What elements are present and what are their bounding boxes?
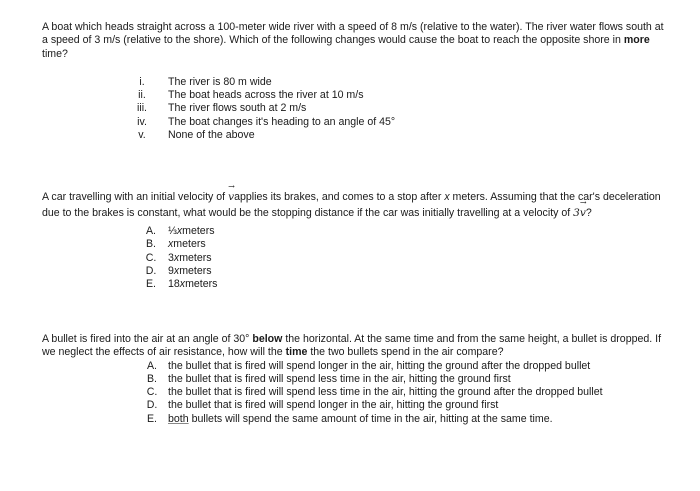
question-2 [42, 190, 672, 291]
option-c: C. the bullet that is fired will spend less time in the air, hitting the ground after the dropped bullet [146, 386, 603, 399]
question-1-stem: A boat which heads straight across a 100-meter wide river with a speed of 8 m/s (relative to the water). The river water flows south at a speed of 3 m/s (relative to the shore). Which of the following changes would cause the boat to reach the opposite shore in more time? [42, 21, 664, 60]
emphasis-below: below [252, 333, 283, 345]
option-i: i. The river is 80 m wide [139, 75, 272, 88]
option-v: v. None of the above [138, 129, 255, 142]
option-iv: iv. The boat changes it's heading to an angle of 45° [137, 115, 396, 128]
question-1-options [42, 76, 672, 142]
question-3-stem: A bullet is fired into the air at an angle of 30° below the horizontal. At the same time and from the same height, a bullet is dropped. If we neglect the effects of air resistance, how will the time the two bullets spend in the air compare? [42, 333, 662, 359]
option-a: A. the bullet that is fired will spend longer in the air, hitting the ground after the dropped bullet [146, 359, 591, 372]
option-b: B. x meters [145, 238, 206, 251]
option-a: A. ⅓ x meters [145, 225, 215, 237]
velocity-vector-symbol: → v [228, 191, 234, 203]
velocity-vector-symbol-2: → v [580, 207, 586, 219]
option-c: C. 3 x meters [145, 251, 212, 264]
question-2-stem: A car travelling with an initial velocity of → vapplies its brakes, and comes to a stop after x meters. Assuming that the car's deceleration due to the brakes is constant, what would be the stopping distance if the car was initially travelling at a velocity of 3→ v? [42, 190, 672, 221]
option-b: B. the bullet that is fired will spend less time in the air, hitting the ground first [146, 372, 511, 385]
option-ii: ii. The boat heads across the river at 10 m/s [138, 89, 364, 102]
emphasis-time: time [285, 346, 308, 359]
question-1 [42, 21, 672, 142]
question-3-options [42, 360, 672, 426]
underlined-both: both [168, 412, 189, 425]
option-iii: iii. The river flows south at 2 m/s [136, 102, 307, 115]
question-3 [42, 333, 672, 426]
option-d: D. the bullet that is fired will spend longer in the air, hitting the ground first [146, 399, 499, 412]
question-2-options [42, 225, 672, 291]
option-e: E. both bullets will spend the same amount of time in the air, hitting at the same time. [146, 412, 553, 425]
emphasis-more: more [623, 34, 650, 47]
option-d: D. 9 x meters [145, 264, 212, 277]
option-e: E. 18 x meters [145, 278, 218, 291]
